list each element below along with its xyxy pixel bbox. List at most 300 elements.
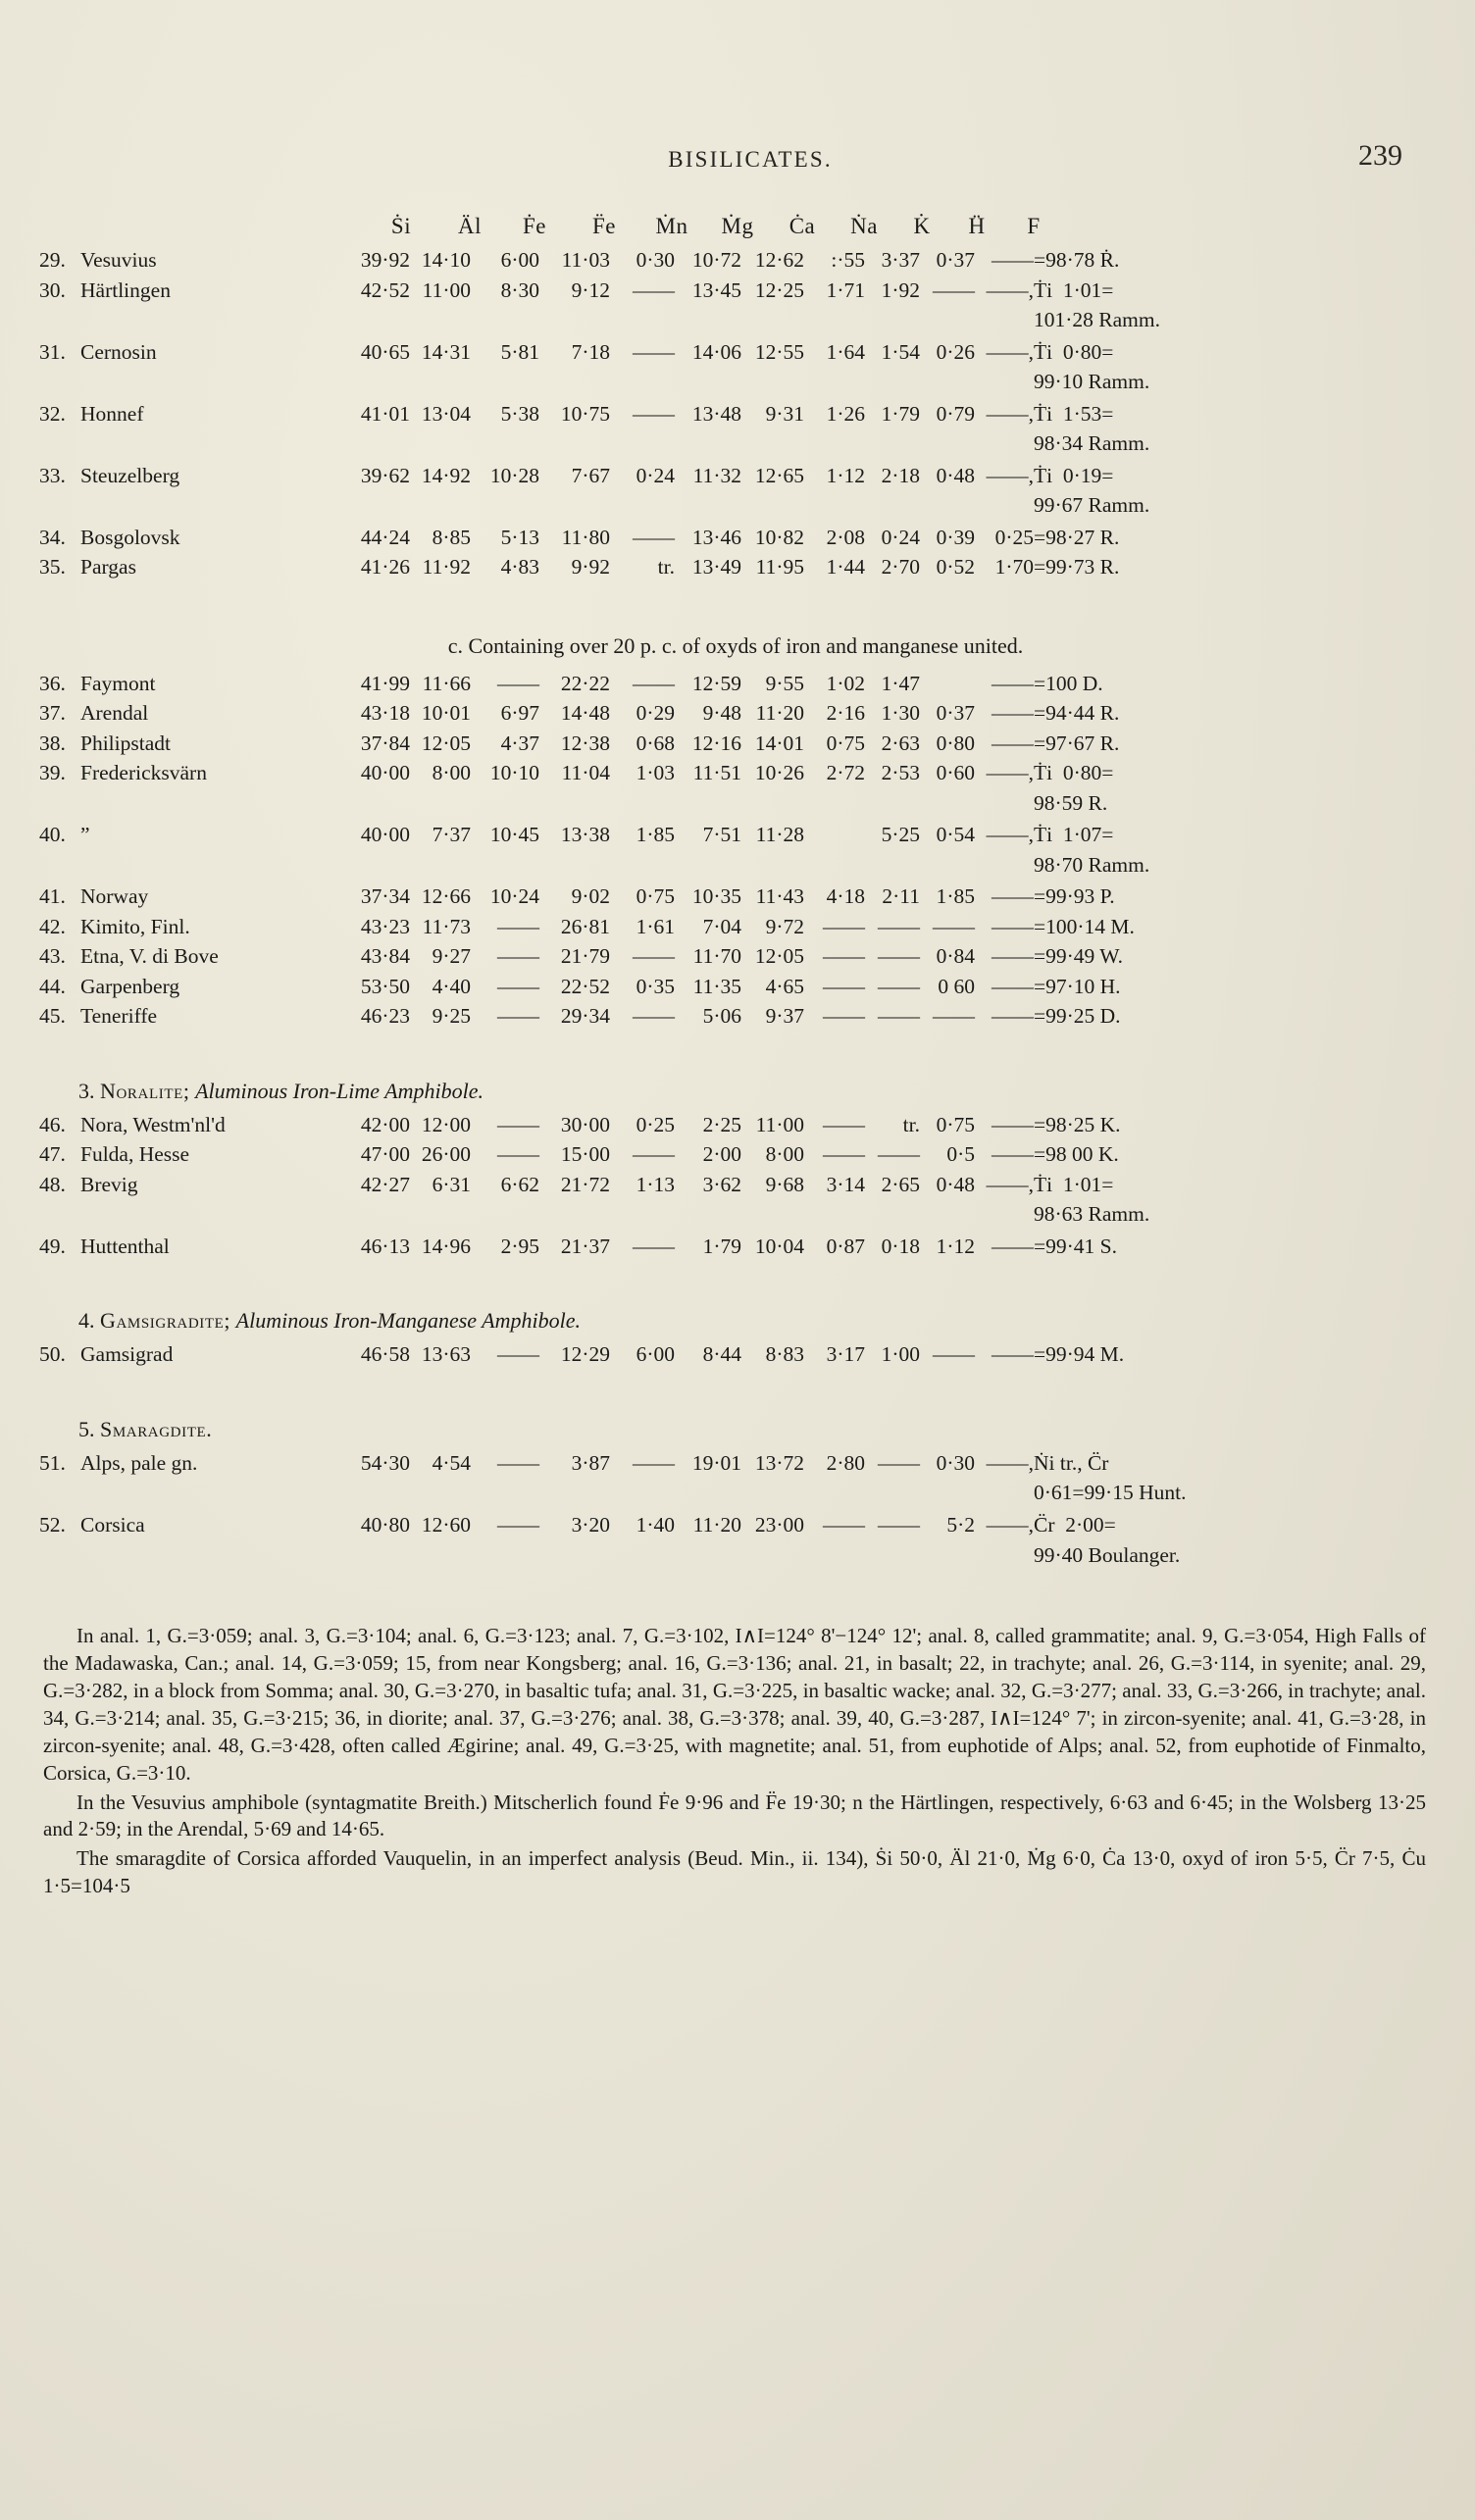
row-total: C̈r 2·00= bbox=[1034, 1512, 1116, 1537]
analysis-table-4 bbox=[39, 1339, 1124, 1370]
cell-value: 6·62 bbox=[500, 1172, 539, 1196]
cell-value: ——, bbox=[986, 339, 1034, 364]
table-row bbox=[39, 1110, 1149, 1140]
cell-value: 7·37 bbox=[432, 823, 471, 847]
cell-value: —— bbox=[878, 1450, 920, 1475]
cell-value: 10·24 bbox=[489, 884, 539, 909]
cell-value: 12·29 bbox=[560, 1342, 610, 1367]
row-continuation-value: 99·40 Boulanger. bbox=[1034, 1542, 1181, 1567]
cell-value: 9·92 bbox=[571, 555, 610, 580]
cell-value: 14·92 bbox=[421, 463, 471, 487]
row-label: Norway bbox=[80, 884, 149, 909]
cell-value: 41·99 bbox=[360, 671, 410, 695]
cell-value: 10·10 bbox=[489, 761, 539, 785]
row-continuation-value: 101·28 Ramm. bbox=[1034, 308, 1160, 332]
cell-value: 42·00 bbox=[360, 1112, 410, 1136]
cell-value: 4·83 bbox=[500, 555, 539, 580]
cell-value: 9·31 bbox=[765, 401, 804, 426]
row-continuation-value: 98·63 Ramm. bbox=[1034, 1202, 1150, 1227]
cell-value: ——, bbox=[986, 1172, 1034, 1196]
cell-value: 3·87 bbox=[571, 1450, 610, 1475]
row-total: =98 00 K. bbox=[1034, 1142, 1119, 1167]
row-label: Cernosin bbox=[80, 339, 157, 364]
row-number: 51. bbox=[39, 1450, 66, 1475]
cell-value: 11·00 bbox=[422, 277, 471, 302]
cell-value: 4·54 bbox=[432, 1450, 471, 1475]
row-number: 45. bbox=[39, 1004, 66, 1029]
cell-value: 0·79 bbox=[936, 401, 975, 426]
cell-value: 1·70 bbox=[994, 555, 1034, 580]
table-row bbox=[39, 941, 1149, 972]
cell-value: 10·35 bbox=[691, 884, 741, 909]
cell-value: 39·62 bbox=[360, 463, 410, 487]
cell-value: 13·48 bbox=[691, 401, 741, 426]
cell-value: 14·06 bbox=[691, 339, 741, 364]
row-label: Corsica bbox=[80, 1512, 145, 1537]
cell-value: —— bbox=[992, 1004, 1034, 1029]
cell-value: 13·63 bbox=[421, 1342, 471, 1367]
cell-value: 5·06 bbox=[702, 1004, 741, 1029]
col-header-fe1: Ḟe bbox=[523, 214, 546, 238]
cell-value: 5·38 bbox=[500, 401, 539, 426]
cell-value: 13·45 bbox=[691, 277, 741, 302]
table-row-continuation bbox=[39, 367, 1160, 399]
cell-value: 9·12 bbox=[571, 277, 610, 302]
cell-value: 46·58 bbox=[360, 1342, 410, 1367]
cell-value: 1·26 bbox=[826, 401, 865, 426]
cell-value: 11·80 bbox=[561, 525, 610, 549]
row-continuation-value: 0·61=99·15 Hunt. bbox=[1034, 1481, 1187, 1505]
cell-value: 0·24 bbox=[636, 463, 675, 487]
cell-value: 0·60 bbox=[936, 761, 975, 785]
table-row bbox=[39, 523, 1160, 553]
cell-value: —— bbox=[633, 401, 675, 426]
row-total: Ṫi 0·80= bbox=[1034, 761, 1114, 785]
cell-value: 46·23 bbox=[360, 1004, 410, 1029]
row-label: Vesuvius bbox=[80, 248, 157, 272]
cell-value: 10·75 bbox=[560, 401, 610, 426]
table-row-continuation bbox=[39, 490, 1160, 523]
cell-value: 10·82 bbox=[754, 525, 804, 549]
cell-value: 19·01 bbox=[691, 1450, 741, 1475]
row-number: 41. bbox=[39, 884, 66, 909]
cell-value: 13·38 bbox=[560, 823, 610, 847]
table-row-continuation bbox=[39, 428, 1160, 461]
cell-value: ——, bbox=[986, 1450, 1034, 1475]
cell-value bbox=[920, 669, 975, 699]
cell-value: 10·45 bbox=[489, 823, 539, 847]
row-number: 40. bbox=[39, 823, 66, 847]
cell-value: 40·65 bbox=[360, 339, 410, 364]
cell-value: —— bbox=[823, 1512, 865, 1537]
cell-value: —— bbox=[992, 701, 1034, 726]
cell-value: 0·39 bbox=[936, 525, 975, 549]
row-continuation-value: 99·10 Ramm. bbox=[1034, 370, 1150, 394]
cell-value: 1·47 bbox=[881, 671, 920, 695]
cell-value: 10·72 bbox=[691, 248, 741, 272]
row-total: Ṫi 0·80= bbox=[1034, 339, 1114, 364]
cell-value: 23·00 bbox=[754, 1512, 804, 1537]
analysis-table-c bbox=[39, 669, 1149, 1032]
row-total: Ṅi tr., C̈r bbox=[1034, 1450, 1109, 1475]
section-5-number: 5. bbox=[78, 1416, 95, 1441]
row-label: Garpenberg bbox=[80, 974, 180, 998]
cell-value: —— bbox=[497, 914, 539, 938]
row-label: Huttenthal bbox=[80, 1234, 170, 1258]
cell-value: 54·30 bbox=[360, 1450, 410, 1475]
cell-value: —— bbox=[633, 1142, 675, 1167]
section-4-name: Gamsigradite; bbox=[100, 1308, 231, 1334]
cell-value: 1·71 bbox=[826, 277, 865, 302]
cell-value: 2·53 bbox=[881, 761, 920, 785]
cell-value: 0·5 bbox=[946, 1142, 975, 1167]
section-4-subtitle: Aluminous Iron-Manganese Amphibole. bbox=[235, 1308, 581, 1334]
cell-value: 37·34 bbox=[360, 884, 410, 909]
analysis-table-b bbox=[39, 245, 1160, 582]
table-row bbox=[39, 399, 1160, 429]
cell-value: 1·85 bbox=[636, 823, 675, 847]
row-number: 36. bbox=[39, 671, 66, 695]
cell-value: 12·60 bbox=[421, 1512, 471, 1537]
cell-value: —— bbox=[633, 944, 675, 969]
cell-value: 7·04 bbox=[702, 914, 741, 938]
footnotes bbox=[43, 1623, 1426, 1900]
row-number: 29. bbox=[39, 248, 66, 272]
row-number: 50. bbox=[39, 1342, 66, 1367]
cell-value: 11·66 bbox=[422, 671, 471, 695]
row-label: Nora, Westm'nl'd bbox=[80, 1112, 226, 1136]
cell-value: 53·50 bbox=[360, 974, 410, 998]
cell-value: 41·01 bbox=[360, 401, 410, 426]
cell-value: 8·00 bbox=[765, 1142, 804, 1167]
cell-value: 12·65 bbox=[754, 463, 804, 487]
cell-value: 0·24 bbox=[881, 525, 920, 549]
cell-value: 4·18 bbox=[826, 884, 865, 909]
row-continuation-value: 99·67 Ramm. bbox=[1034, 493, 1150, 518]
section-3-number: 3. bbox=[78, 1078, 95, 1103]
col-header-k: K̇ bbox=[913, 214, 931, 238]
row-total: =99·49 W. bbox=[1034, 944, 1123, 969]
cell-value: 0·30 bbox=[936, 1450, 975, 1475]
cell-value: —— bbox=[633, 1004, 675, 1029]
row-total: Ṫi 1·01= bbox=[1034, 277, 1114, 302]
table-row bbox=[39, 972, 1149, 1002]
cell-value: 1·40 bbox=[636, 1512, 675, 1537]
table-row bbox=[39, 552, 1160, 582]
cell-value: —— bbox=[878, 1142, 920, 1167]
section-5-name: Smaragdite. bbox=[100, 1416, 213, 1441]
cell-value: 6·00 bbox=[500, 248, 539, 272]
row-total: Ṫi 1·07= bbox=[1034, 823, 1114, 847]
cell-value: 46·13 bbox=[360, 1234, 410, 1258]
row-number: 42. bbox=[39, 914, 66, 938]
cell-value: 2·80 bbox=[826, 1450, 865, 1475]
cell-value: 14·10 bbox=[421, 248, 471, 272]
cell-value: 40·80 bbox=[360, 1512, 410, 1537]
row-number: 48. bbox=[39, 1172, 66, 1196]
cell-value: 26·81 bbox=[560, 914, 610, 938]
cell-value: 14·48 bbox=[560, 701, 610, 726]
cell-value: —— bbox=[633, 277, 675, 302]
row-number: 30. bbox=[39, 277, 66, 302]
cell-value: —— bbox=[992, 884, 1034, 909]
table-row bbox=[39, 1510, 1186, 1540]
cell-value: —— bbox=[878, 1512, 920, 1537]
row-label: Bosgolovsk bbox=[80, 525, 180, 549]
cell-value: 42·27 bbox=[360, 1172, 410, 1196]
cell-value: 8·30 bbox=[500, 277, 539, 302]
cell-value: 11·43 bbox=[755, 884, 804, 909]
row-number: 31. bbox=[39, 339, 66, 364]
cell-value: 0·25 bbox=[994, 525, 1034, 549]
page-number: 239 bbox=[1358, 139, 1402, 172]
cell-value: 12·16 bbox=[691, 731, 741, 755]
cell-value: 21·37 bbox=[560, 1234, 610, 1258]
table-row-continuation bbox=[39, 788, 1149, 821]
cell-value: 1·44 bbox=[826, 555, 865, 580]
row-total: =97·10 H. bbox=[1034, 974, 1121, 998]
table-row bbox=[39, 1339, 1124, 1370]
cell-value: 9·72 bbox=[765, 914, 804, 938]
cell-value: 5·81 bbox=[500, 339, 539, 364]
cell-value: 2·63 bbox=[881, 731, 920, 755]
row-label: Steuzelberg bbox=[80, 463, 180, 487]
cell-value: —— bbox=[992, 671, 1034, 695]
cell-value: —— bbox=[823, 974, 865, 998]
cell-value: 0·26 bbox=[936, 339, 975, 364]
row-total: Ṫi 1·53= bbox=[1034, 401, 1114, 426]
cell-value: 1·12 bbox=[826, 463, 865, 487]
row-continuation-value: 98·59 R. bbox=[1034, 790, 1108, 815]
cell-value: 9·25 bbox=[432, 1004, 471, 1029]
cell-value: 43·84 bbox=[360, 944, 410, 969]
row-label: Pargas bbox=[80, 555, 136, 580]
row-total: =99·25 D. bbox=[1034, 1004, 1121, 1029]
row-total: =98·25 K. bbox=[1034, 1112, 1121, 1136]
running-head bbox=[98, 139, 1402, 186]
cell-value: —— bbox=[497, 1450, 539, 1475]
footnote-2: In the Vesuvius amphibole (syntagmatite Breith.) Mitscherlich found Ḟe 9·96 and F̈e 19·30; n the Härtlingen, respectively, 6·63 and 6·45; in the Wolsberg 13·25 and 2·59; in the Arendal, 5·69 and 14·65. bbox=[43, 1789, 1426, 1841]
cell-value: 0·68 bbox=[636, 731, 675, 755]
row-label: Brevig bbox=[80, 1172, 138, 1196]
row-number: 34. bbox=[39, 525, 66, 549]
cell-value: —— bbox=[992, 944, 1034, 969]
row-total: =99·73 R. bbox=[1034, 555, 1120, 580]
cell-value: 1·02 bbox=[826, 671, 865, 695]
col-header-mg: Ṁg bbox=[721, 214, 754, 238]
row-total: =97·67 R. bbox=[1034, 731, 1120, 755]
cell-value: 4·65 bbox=[765, 974, 804, 998]
row-number: 43. bbox=[39, 944, 66, 969]
cell-value: 0·37 bbox=[936, 701, 975, 726]
cell-value: —— bbox=[823, 944, 865, 969]
cell-value: 6·31 bbox=[432, 1172, 471, 1196]
cell-value: 37·84 bbox=[360, 731, 410, 755]
cell-value: tr. bbox=[657, 555, 675, 580]
cell-value: 47·00 bbox=[360, 1142, 410, 1167]
cell-value: 11·35 bbox=[692, 974, 741, 998]
cell-value: 14·01 bbox=[754, 731, 804, 755]
cell-value: ——, bbox=[986, 1512, 1034, 1537]
cell-value: —— bbox=[823, 1112, 865, 1136]
cell-value: —— bbox=[823, 1004, 865, 1029]
cell-value: 0·75 bbox=[826, 731, 865, 755]
cell-value: —— bbox=[992, 731, 1034, 755]
col-header-ca: Ċa bbox=[788, 214, 816, 238]
cell-value: 7·51 bbox=[702, 823, 741, 847]
cell-value: 3·37 bbox=[881, 248, 920, 272]
cell-value: 13·49 bbox=[691, 555, 741, 580]
row-label: Härtlingen bbox=[80, 277, 171, 302]
table-row bbox=[39, 245, 1160, 276]
section-heading-5 bbox=[78, 1417, 1432, 1442]
cell-value: —— bbox=[992, 1234, 1034, 1258]
cell-value: —— bbox=[497, 1004, 539, 1029]
cell-value: 11·73 bbox=[422, 914, 471, 938]
cell-value: 12·62 bbox=[754, 248, 804, 272]
cell-value: 0·37 bbox=[936, 248, 975, 272]
cell-value: —— bbox=[497, 1342, 539, 1367]
cell-value: 11·70 bbox=[692, 944, 741, 969]
page-content bbox=[39, 139, 1432, 1902]
row-number: 46. bbox=[39, 1112, 66, 1136]
cell-value: 0·29 bbox=[636, 701, 675, 726]
row-total: =100 D. bbox=[1034, 671, 1103, 695]
cell-value: 1·03 bbox=[636, 761, 675, 785]
cell-value: 11·92 bbox=[422, 555, 471, 580]
cell-value: —— bbox=[633, 1234, 675, 1258]
row-label: Alps, pale gn. bbox=[80, 1450, 198, 1475]
table-row bbox=[39, 1170, 1149, 1200]
cell-value: 42·52 bbox=[360, 277, 410, 302]
col-header-fe2: F̈e bbox=[592, 214, 616, 238]
section-3-name: Noralite; bbox=[100, 1078, 190, 1103]
cell-value: 0·52 bbox=[936, 555, 975, 580]
row-label: Faymont bbox=[80, 671, 156, 695]
row-total: Ṫi 0·19= bbox=[1034, 463, 1114, 487]
cell-value: 1·30 bbox=[881, 701, 920, 726]
cell-value: 1·13 bbox=[636, 1172, 675, 1196]
footnote-3: The smaragdite of Corsica afforded Vauquelin, in an imperfect analysis (Beud. Min., ii. 134), Ṡi 50·0, Äl 21·0, Ṁg 6·0, Ċa 13·0, oxyd of iron 5·5, C̈r 7·5, Ċu 1·5=104·5 bbox=[43, 1846, 1426, 1898]
table-row-continuation bbox=[39, 1199, 1149, 1232]
cell-value: —— bbox=[497, 974, 539, 998]
cell-value: —— bbox=[933, 914, 975, 938]
cell-value: 40·00 bbox=[360, 761, 410, 785]
cell-value: 11·32 bbox=[692, 463, 741, 487]
row-number: 35. bbox=[39, 555, 66, 580]
cell-value: —— bbox=[823, 914, 865, 938]
row-label: Fulda, Hesse bbox=[80, 1142, 190, 1167]
col-header-f: F bbox=[1027, 214, 1041, 238]
cell-value: 13·72 bbox=[754, 1450, 804, 1475]
cell-value: 5·2 bbox=[946, 1512, 975, 1537]
cell-value: 2·65 bbox=[881, 1172, 920, 1196]
col-header-si: Ṡi bbox=[390, 214, 412, 238]
cell-value: 1·00 bbox=[881, 1342, 920, 1367]
section-heading-4 bbox=[78, 1308, 1432, 1334]
row-number: 44. bbox=[39, 974, 66, 998]
row-continuation-value: 98·34 Ramm. bbox=[1034, 431, 1150, 456]
cell-value: 1·61 bbox=[636, 914, 675, 938]
cell-value: 3·17 bbox=[826, 1342, 865, 1367]
cell-value: —— bbox=[497, 1112, 539, 1136]
cell-value: —— bbox=[992, 914, 1034, 938]
row-label: Kimito, Finl. bbox=[80, 914, 190, 938]
cell-value: 7·18 bbox=[571, 339, 610, 364]
cell-value: :·55 bbox=[831, 248, 865, 272]
cell-value: 5·25 bbox=[881, 823, 920, 847]
row-total: Ṫi 1·01= bbox=[1034, 1172, 1114, 1196]
cell-value: ——, bbox=[986, 277, 1034, 302]
cell-value: —— bbox=[633, 1450, 675, 1475]
cell-value: ——, bbox=[986, 823, 1034, 847]
cell-value: —— bbox=[878, 974, 920, 998]
cell-value: 13·46 bbox=[691, 525, 741, 549]
cell-value: —— bbox=[933, 1004, 975, 1029]
cell-value: 12·38 bbox=[560, 731, 610, 755]
cell-value: ——, bbox=[986, 401, 1034, 426]
cell-value: 21·72 bbox=[560, 1172, 610, 1196]
cell-value: 12·05 bbox=[754, 944, 804, 969]
cell-value: 2·00 bbox=[702, 1142, 741, 1167]
cell-value: 7·67 bbox=[571, 463, 610, 487]
cell-value: 12·66 bbox=[421, 884, 471, 909]
cell-value: 11·04 bbox=[561, 761, 610, 785]
cell-value: 21·79 bbox=[560, 944, 610, 969]
row-label: ” bbox=[80, 823, 90, 847]
cell-value: 1·85 bbox=[936, 884, 975, 909]
cell-value: 0·48 bbox=[936, 1172, 975, 1196]
cell-value: 2·72 bbox=[826, 761, 865, 785]
row-label: Teneriffe bbox=[80, 1004, 158, 1029]
row-total: =99·94 M. bbox=[1034, 1342, 1125, 1367]
cell-value: —— bbox=[823, 1142, 865, 1167]
row-total: =98·78 Ṙ. bbox=[1034, 248, 1120, 272]
row-total: =98·27 R. bbox=[1034, 525, 1120, 549]
cell-value: 0·75 bbox=[636, 884, 675, 909]
row-number: 37. bbox=[39, 701, 66, 726]
cell-value: 0·84 bbox=[936, 944, 975, 969]
cell-value: —— bbox=[497, 1512, 539, 1537]
cell-value: 6·97 bbox=[500, 701, 539, 726]
cell-value: —— bbox=[878, 914, 920, 938]
table-row bbox=[39, 698, 1149, 729]
cell-value: 0·87 bbox=[826, 1234, 865, 1258]
cell-value: 0·25 bbox=[636, 1112, 675, 1136]
cell-value: 26·00 bbox=[421, 1142, 471, 1167]
cell-value: tr. bbox=[902, 1112, 920, 1136]
row-number: 38. bbox=[39, 731, 66, 755]
cell-value: 11·51 bbox=[692, 761, 741, 785]
section-heading-3 bbox=[78, 1079, 1432, 1104]
cell-value: —— bbox=[497, 671, 539, 695]
cell-value: 0·35 bbox=[636, 974, 675, 998]
cell-value: 44·24 bbox=[360, 525, 410, 549]
cell-value: 2·18 bbox=[881, 463, 920, 487]
cell-value: 15·00 bbox=[560, 1142, 610, 1167]
col-header-na: Ṅa bbox=[850, 214, 878, 238]
cell-value: 1·12 bbox=[936, 1234, 975, 1258]
table-row bbox=[39, 461, 1160, 491]
table-row bbox=[39, 1448, 1186, 1479]
cell-value: 39·92 bbox=[360, 248, 410, 272]
cell-value: 12·25 bbox=[754, 277, 804, 302]
cell-value: —— bbox=[878, 944, 920, 969]
cell-value: —— bbox=[633, 525, 675, 549]
section-4-number: 4. bbox=[78, 1308, 95, 1334]
cell-value: 9·48 bbox=[702, 701, 741, 726]
cell-value: 9·02 bbox=[571, 884, 610, 909]
